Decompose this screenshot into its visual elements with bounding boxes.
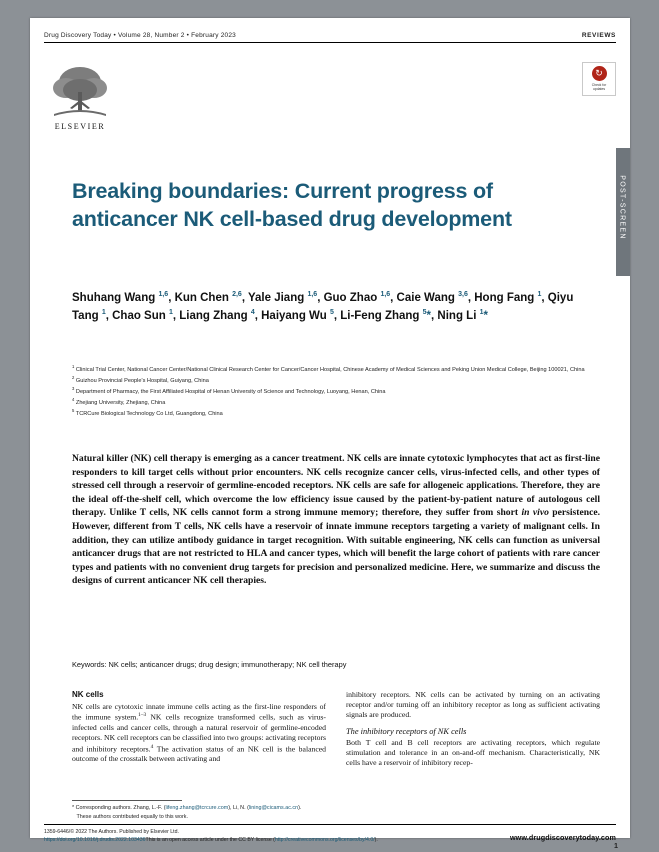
license-link[interactable]: http://creativecommons.org/licenses/by/4.0/ [274,837,375,844]
journal-website: www.drugdiscoverytoday.com [509,833,616,842]
email-link-li[interactable]: lining@cicams.ac.cn [248,805,299,811]
affiliation-item: $^3$ Department of Pharmacy, the First Affiliated Hospital of Henan University of Science and Technology, Luoyang, Henan, China [72,385,386,395]
footnotes [72,804,372,821]
page-number: 1 [614,841,618,851]
crossmark-caption [592,83,607,92]
affiliation-item: $^2$ Guizhou Provincial People's Hospital, Guiyang, China [72,374,209,384]
corresponding-authors[interactable]: * Corresponding authors. Zhang, L.-F. (lifeng.zhang@tcrcure.com), Li, N. (lining@cicams.ac.cn). [72,805,302,811]
crossmark-icon [592,66,607,81]
crossmark-line1: Check for [591,83,607,87]
section-heading-nk-cells: NK cells [72,690,104,699]
body-column-right [346,690,600,798]
crossmark-glyph: ↻ [595,68,603,78]
footer-doi-row [44,836,618,851]
email-link-zhang[interactable]: lifeng.zhang@tcrcure.com [165,805,229,811]
running-head [44,32,616,39]
elsevier-tree-icon [46,62,114,120]
footer-rule [44,824,616,825]
equal-contribution-note: These authors contributed equally to this work. [72,813,188,820]
post-screen-tab-label: POST-SCREEN [618,175,626,240]
footnote-rule [72,800,182,801]
journal-citation-line: Drug Discovery Today • Volume 28, Number 2 • February 2023 [44,32,236,39]
affiliation-list [72,364,600,419]
journal-page [30,18,630,851]
crossmark-line2: updates [592,87,606,92]
header-rule [44,42,616,43]
left-paragraph: NK cells are cytotoxic innate immune cells acting as the first-line responders of the immune system.$^{1-3}$ NK cells recognize transformed cells, such as virus-infected cells and cancer cells, through a natural reservoir of germline-encoded receptors. NK cell receptors can be classified into two groups: activating receptors and inhibitory receptors.$^4$ The activation status of an NK cell is the balanced outcome of the crosstalk between activating and [72,702,327,764]
affiliation-item: $^1$ Clinical Trial Center, National Cancer Center/National Clinical Research Center for Cancer/Cancer Hospital, Chinese Academy of Medical Sciences and Peking Union Medical College, Beijing 100021, China [72,364,585,373]
section-label: REVIEWS [581,32,616,39]
abstract: Natural killer (NK) cell therapy is emerging as a cancer treatment. NK cells are innate cytotoxic lymphocytes that act as first-line responders to kill target cells without prior encounters. NK cells recognize cancer cells, virus-infected cells, and other types of stressed cell through a reservoir of germline-encoded receptors. NK cells are safe for allogeneic applications. Therefore, they are the ideal off-the-shelf cell, which overcome the low efficiency issue caused by the patient-by-patient nature of autologous cell therapy. Unlike T cells, NK cells cannot form a strong immune memory; therefore, they suffer from short in vivo persistence. However, different from T cells, NK cells have a reservoir of innate immune receptors targeting a variety of malignant cells. In addition, they can utilize antibody guidance in target recognition. With suitable engineering, NK cells can function as universal anticancer drugs that are not restricted to HLA and cancer types, which will benefit the large cohort of patients with rare cancer types and patients with no convenient drug targets for precision and personalized medicine. Here, we summarize and discuss the designs of current anticancer NK cell therapies. [72,453,600,587]
affiliation-item: $^5$ TCRCure Biological Technology Co Ltd, Guangdong, China [72,407,223,417]
right-paragraph-1: inhibitory receptors. NK cells can be activated by turning on an activating receptor and/or turning off an inhibitory receptor as long as sufficient activating signals are produced. [346,690,600,720]
elsevier-wordmark: ELSEVIER [54,122,106,131]
crossmark-badge[interactable] [582,62,616,96]
elsevier-logo [46,62,114,134]
body-columns [72,690,600,798]
body-column-left [72,690,326,798]
page-title: Breaking boundaries: Current progress of anticancer NK cell-based drug development [72,179,512,231]
right-paragraph-2: Both T cell and B cell receptors are activating receptors, which regulate stimulation and tolerance in an on-and-off mechanism. Characteristically, NK cells have a reservoir of inhibitory recep- [346,737,600,768]
subsection-heading-inhibitory-receptors: The inhibitory receptors of NK cells [346,726,467,736]
keywords: Keywords: NK cells; anticancer drugs; drug design; immunotherapy; NK cell therapy [72,660,347,669]
doi-and-license[interactable]: https://doi.org/10.1016/j.drudis.2022.103436This is an open access article under the CC BY license (http://creativecommons.org/licenses/by/4.0/). [44,837,378,844]
copyright-text: 1359-6446/© 2022 The Authors. Published by Elsevier Ltd. [44,829,179,835]
doi-link[interactable]: https://doi.org/10.1016/j.drudis.2022.103436 [44,837,146,844]
author-list: Shuhang Wang $^{1,6}$, Kun Chen $^{2,6}$, Yale Jiang $^{1,6}$, Guo Zhao $^{1,6}$, Caie Wang $^{3,6}$, Hong Fang $^1$, Qiyu Tang $^1$, Chao Sun $^1$, Liang Zhang $^4$, Haiyang Wu $^5$, Li-Feng Zhang $^5$*, Ning Li $^1$* [72,291,574,322]
footer [44,828,618,851]
affiliation-item: $^4$ Zhejiang University, Zhejiang, China [72,396,166,406]
